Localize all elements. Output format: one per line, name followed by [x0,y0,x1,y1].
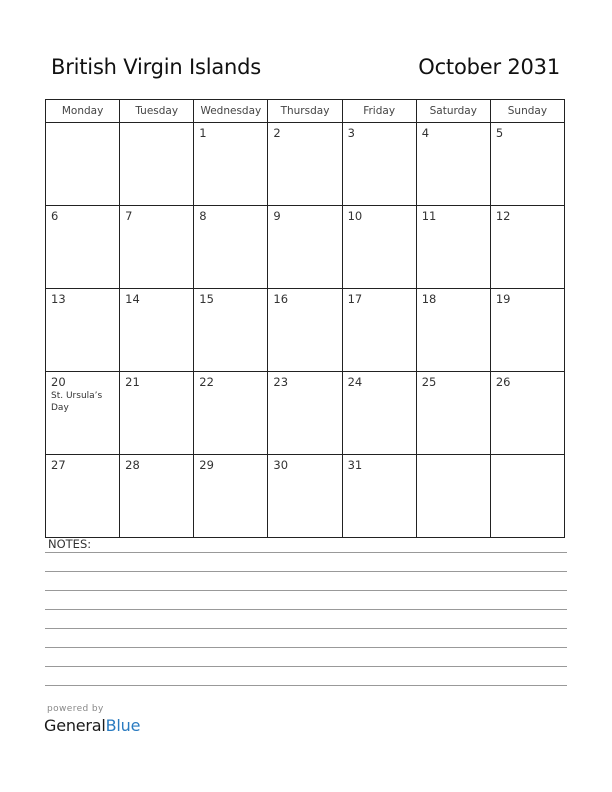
day-number: 4 [421,126,430,140]
day-cell [342,372,416,455]
day-number: 24 [347,375,363,389]
day-cell [342,123,416,206]
day-number: 9 [273,209,281,223]
day-cell [194,289,268,372]
day-cell [46,372,120,455]
day-number: 31 [347,458,363,472]
day-cell [194,123,268,206]
day-number: 22 [199,375,214,389]
notes-line [45,685,567,686]
day-cell [46,206,120,289]
day-cell [120,123,194,206]
day-cell [120,206,194,289]
weekday-header-row [46,100,565,123]
day-cell [268,289,342,372]
day-number: 11 [421,209,437,223]
weekday-header: Thursday [268,100,342,123]
week-row [46,372,565,455]
week-row [46,289,565,372]
notes-line [45,552,567,553]
notes-line [45,666,567,667]
weekday-header: Sunday [490,100,564,123]
day-number: 18 [421,292,437,306]
day-number: 25 [421,375,437,389]
day-number: 23 [273,375,289,389]
day-number: 30 [273,458,289,472]
day-number: 17 [347,292,363,306]
page-title: British Virgin Islands [51,55,262,79]
brand-logo [44,716,140,735]
day-cell [194,206,268,289]
day-cell [416,123,490,206]
day-cell [490,123,564,206]
notes-line [45,609,567,610]
day-cell [120,372,194,455]
week-row [46,123,565,206]
day-cell [490,455,564,538]
day-number: 6 [51,209,59,223]
notes-label: NOTES: [48,537,92,551]
day-number: 26 [495,375,511,389]
weekday-header: Monday [46,100,120,123]
day-number: 12 [495,209,511,223]
calendar-grid [45,99,565,538]
notes-line [45,628,567,629]
notes-line [45,571,567,572]
day-cell [268,206,342,289]
day-number: 16 [273,292,289,306]
day-cell [342,289,416,372]
notes-line [45,647,567,648]
day-cell [194,455,268,538]
day-number: 28 [125,458,140,472]
day-number: 29 [199,458,214,472]
day-cell [46,289,120,372]
day-cell [490,206,564,289]
brand-name-blue: Blue [105,716,141,735]
day-cell [194,372,268,455]
day-cell [342,455,416,538]
brand-name-general: General [44,716,106,735]
day-cell [268,123,342,206]
day-number: 19 [495,292,511,306]
day-number: 13 [51,292,66,306]
day-cell [120,289,194,372]
holiday-label: St. Ursula’s Day [51,391,103,413]
day-number: 21 [125,375,140,389]
day-number: 5 [495,126,504,140]
weekday-header: Wednesday [194,100,268,123]
day-number: 2 [273,126,281,140]
day-number: 27 [51,458,66,472]
weekday-header: Tuesday [120,100,194,123]
day-number: 3 [347,126,355,140]
week-row [46,455,565,538]
weekday-header: Friday [342,100,416,123]
day-cell [46,455,120,538]
day-number: 7 [125,209,133,223]
weekday-header: Saturday [416,100,490,123]
day-number: 1 [199,126,207,140]
day-number: 10 [347,209,363,223]
day-cell [268,455,342,538]
month-year-label: October 2031 [418,55,560,79]
day-number: 8 [199,209,207,223]
day-cell [416,372,490,455]
day-cell [120,455,194,538]
day-cell [342,206,416,289]
day-cell [490,289,564,372]
day-number: 15 [199,292,214,306]
day-cell [46,123,120,206]
day-cell [268,372,342,455]
day-cell [416,289,490,372]
week-row [46,206,565,289]
day-cell [490,372,564,455]
day-number: 14 [125,292,140,306]
powered-by-text: powered by [47,704,104,714]
day-cell [416,455,490,538]
day-number: 20 [51,375,66,389]
day-cell [416,206,490,289]
notes-line [45,590,567,591]
